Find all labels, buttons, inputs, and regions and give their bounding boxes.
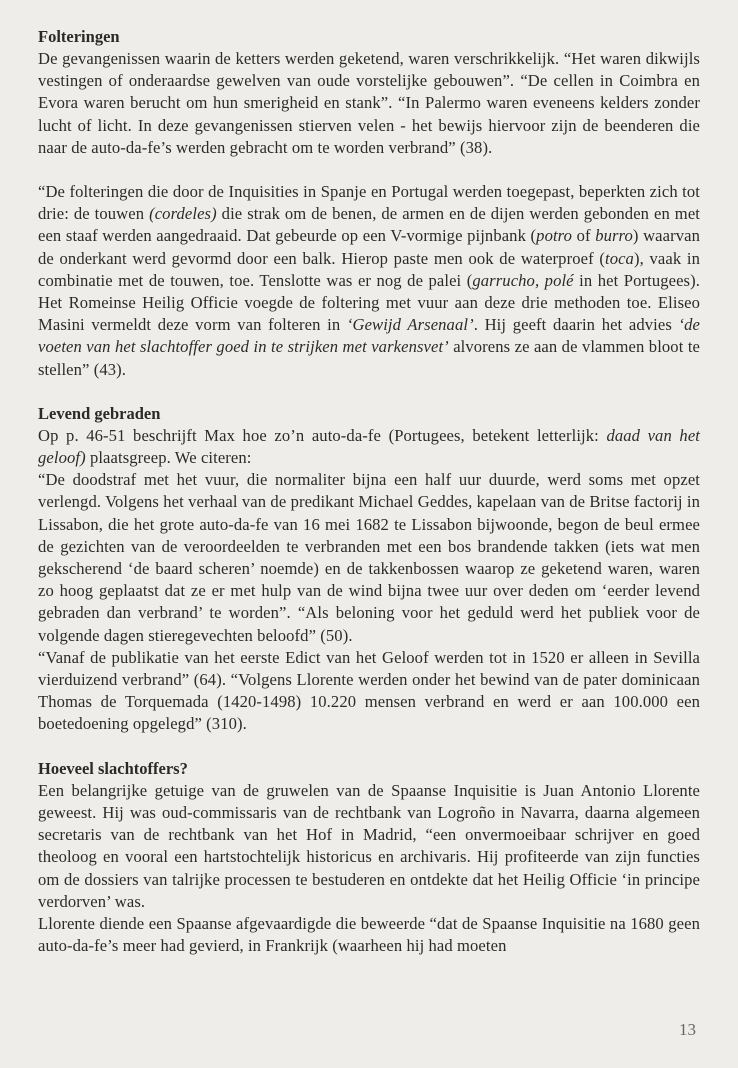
italic-run: daad van het geloof): [38, 425, 700, 468]
paragraph: [38, 647, 700, 736]
paragraph: [38, 469, 700, 647]
paragraph: [38, 780, 700, 913]
paragraph: [38, 913, 700, 957]
section-heading-levend-gebraden: Levend gebraden: [38, 403, 161, 423]
text-run: Een belangrijke getuige van de gruwelen van de Spaanse Inquisitie is Juan Antonio Llorente geweest. Hij was oud-commissaris van de rechtbank van Logroño in Navarra, daarna algemeen secretaris van de rechtbank van het Hof in Madrid, “een onvermoeibaar schrijver en goed theoloog en vooral een hartstochtelijk historicus en archivaris. Hij profiteerde van zijn functies om de dossiers van talrijke processen te bestuderen en ontdekte dat het Heilig Officie ‘in principe verdorven’ was.: [38, 780, 700, 911]
paragraph: [38, 48, 700, 159]
text-run: De gevangenissen waarin de ketters werden geketend, waren verschrikkelijk. “Het waren dikwijls vestingen of onderaardse gewelven van oude vorstelijke gebouwen”. “De cellen in Coimbra en Evora waren berucht om hun smerigheid en stank”. “In Palermo waren eveneens kelders zonder lucht of licht. In deze gevangenissen stierven velen - het bewijs hiervoor zijn de beenderen die naar de auto-da-fe’s werden gebracht om te worden verbrand” (38).: [38, 49, 700, 157]
italic-run: garrucho, polé: [472, 270, 574, 290]
section-heading-hoeveel-slachtoffers: Hoeveel slachtoffers?: [38, 758, 188, 778]
text-run: “Vanaf de publikatie van het eerste Edict van het Geloof werden tot in 1520 er alleen in Sevilla vierduizend verbrand” (64). “Volgens Llorente werden onder het bewind van de pater dominicaan Thomas de Torquemada (1420-1498) 10.220 mensen verbrand en werd er aan 100.000 een boetedoening opgelegd” (310).: [38, 647, 700, 734]
italic-run: burro: [595, 226, 633, 246]
text-run: ) waarvan de onderkant werd gevormd door een balk. Hierop paste men ook de waterproef (: [38, 226, 700, 268]
page-body: [38, 26, 700, 957]
section-heading-folteringen: Folteringen: [38, 27, 120, 46]
text-run: alvorens ze aan de vlammen bloot te stellen” (43).: [38, 337, 700, 379]
italic-run: ‘Gewijd Arsenaal’: [346, 315, 474, 335]
text-run: of: [572, 226, 596, 246]
italic-run: ‘de voeten van het slachtoffer goed in te strijken met varkensvet’: [38, 315, 701, 357]
paragraph: [38, 181, 700, 381]
text-run: ), vaak in combinatie met de touwen, toe. Tenslotte was er nog de palei (: [38, 248, 700, 290]
italic-run: toca: [604, 248, 634, 268]
text-run: Op p. 46-51 beschrijft Max hoe zo’n auto-da-fe (Portugees, betekent letterlijk:: [38, 425, 607, 445]
italic-run: (cordeles): [149, 204, 217, 224]
text-run: “De doodstraf met het vuur, die normaliter bijna een half uur duurde, werd soms met opzet verlengd. Volgens het verhaal van de predikant Michael Geddes, kapelaan van de Britse factorij in Lissabon, die het grote auto-da-fe van 16 mei 1682 te Lissabon bijwoonde, begon de beul ermee de gezichten van de veroordeelden te verbranden met een bos brandende takken (iets wat men gekscherend ‘de baard scheren’ noemde) en de takkenbossen waarop ze geketend waren, waren zo hoog geplaatst dat ze er met hulp van de wind bijna twee uur over deden om ‘eerder levend gebraden dan verbrand’ te worden”. “Als beloning voor het geduld werd het publiek voor de volgende dagen stieregevechten beloofd” (50).: [38, 470, 700, 645]
text-run: die strak om de benen, de armen en de dijen werden gebonden en met een staaf werden aangedraaid. Dat gebeurde op een V-vormige pijnbank (: [38, 204, 700, 246]
page-number: 13: [679, 1020, 696, 1039]
paragraph: [38, 425, 700, 469]
text-run: . Hij geeft daarin het advies: [473, 315, 679, 335]
text-run: plaatsgreep. We citeren:: [85, 448, 252, 468]
italic-run: potro: [536, 226, 573, 246]
text-run: Llorente diende een Spaanse afgevaardigde die beweerde “dat de Spaanse Inquisitie na 1680 geen auto-da-fe’s meer had gevierd, in Frankrijk (waarheen hij had moeten: [38, 913, 700, 956]
text-run: in het Portugees). Het Romeinse Heilig Officie voegde de foltering met vuur aan deze drie methoden toe. Eliseo Masini vermeldt deze vorm van folteren in: [38, 270, 700, 335]
text-run: “De folteringen die door de Inquisities in Spanje en Portugal werden toegepast, beperkten zich tot drie: de touwen: [38, 182, 700, 224]
